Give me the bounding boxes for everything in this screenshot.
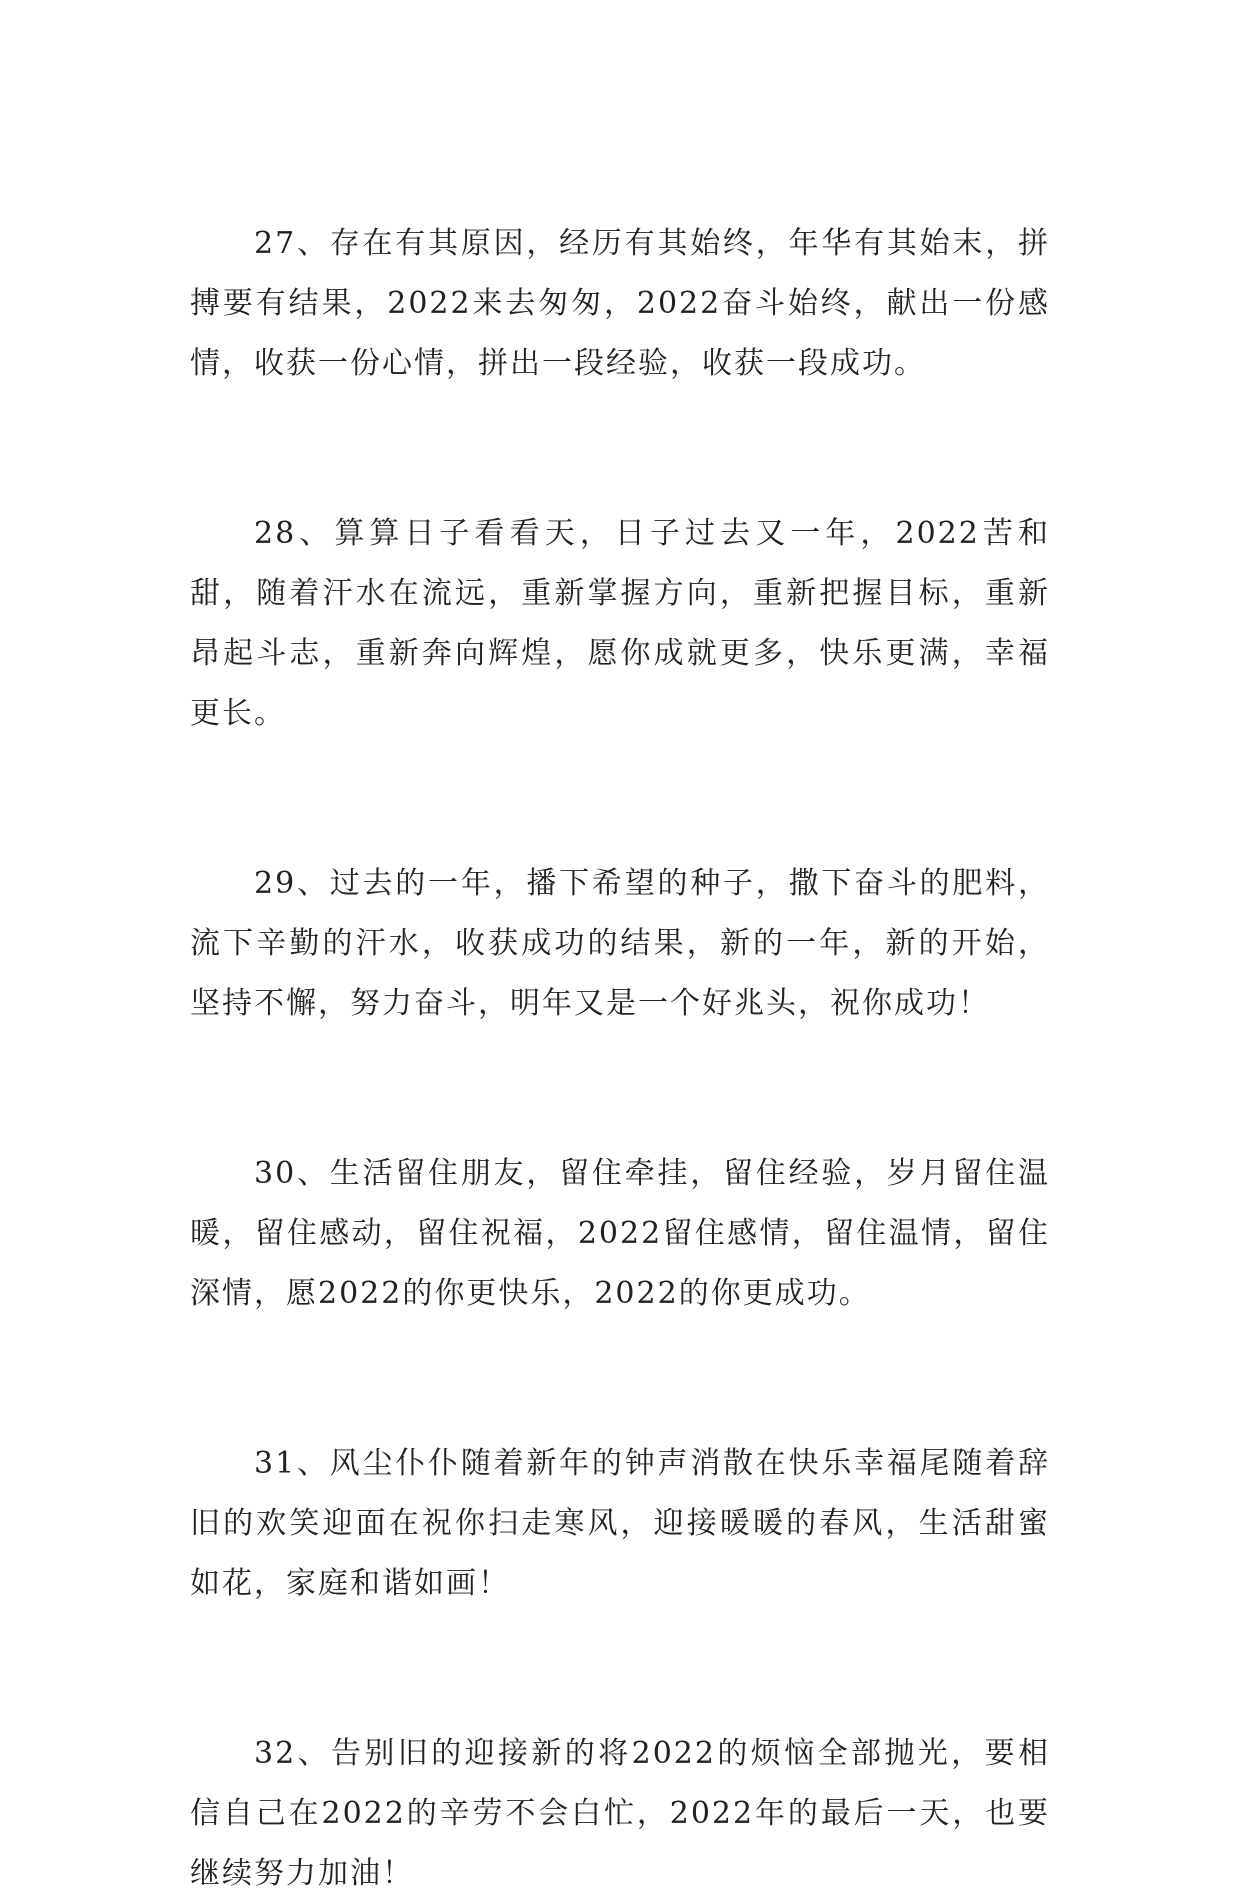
document-body [190,214,1050,1904]
paragraph-32: 32、告别旧的迎接新的将2022的烦恼全部抛光，要相信自己在2022的辛劳不会白忙，2022年的最后一天，也要继续努力加油！ [190,1736,1050,1891]
paragraph-28: 28、算算日子看看天，日子过去又一年，2022苦和甜，随着汗水在流远，重新掌握方向，重新把握目标，重新昂起斗志，重新奔向辉煌，愿你成就更多，快乐更满，幸福更长。 [190,516,1050,731]
paragraph-27: 27、存在有其原因，经历有其始终，年华有其始末，拼搏要有结果，2022来去匆匆，2022奋斗始终，献出一份感情，收获一份心情，拼出一段经验，收获一段成功。 [190,226,1050,381]
paragraph-31: 31、风尘仆仆随着新年的钟声消散在快乐幸福尾随着辞旧的欢笑迎面在祝你扫走寒风，迎接暖暖的春风，生活甜蜜如花，家庭和谐如画！ [190,1446,1050,1601]
paragraph-29: 29、过去的一年，播下希望的种子，撒下奋斗的肥料，流下辛勤的汗水，收获成功的结果，新的一年，新的开始，坚持不懈，努力奋斗，明年又是一个好兆头，祝你成功！ [190,866,1050,1021]
paragraph-30: 30、生活留住朋友，留住牵挂，留住经验，岁月留住温暖，留住感动，留住祝福，2022留住感情，留住温情，留住深情，愿2022的你更快乐，2022的你更成功。 [190,1156,1050,1311]
